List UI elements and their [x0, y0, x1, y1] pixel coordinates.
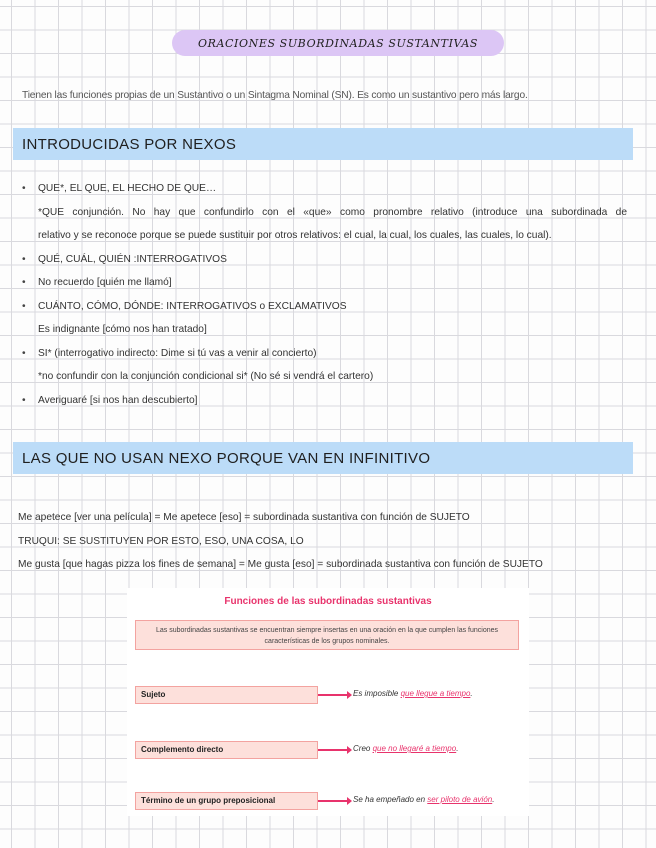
example-line: Me apetece [ver una película] = Me apetece [eso] = subordinada sustantiva con función de SUJETO	[18, 512, 470, 523]
example-prefix: Creo	[353, 744, 373, 753]
tip-line: TRUQUI: SE SUSTITUYEN POR ESTO, ESO, UNA COSA, LO	[18, 535, 304, 547]
example-suffix: .	[492, 795, 495, 804]
list-item: • No recuerdo [quién me llamó]	[22, 271, 627, 295]
example-suffix: .	[456, 744, 459, 753]
list-item: • QUE*, EL QUE, EL HECHO DE QUE…	[22, 177, 627, 201]
infographic-title: Funciones de las subordinadas sustantivas	[224, 596, 432, 607]
list-item: • CUÁNTO, CÓMO, DÓNDE: INTERROGATIVOS o EXCLAMATIVOS	[22, 295, 627, 319]
document-title: ORACIONES SUBORDINADAS SUSTANTIVAS	[172, 30, 504, 56]
list-note: *QUE conjunción. No hay que confundirlo con el «que» como pronombre relativo (introduce una subordinada de	[38, 206, 627, 218]
section-nexos-list	[22, 177, 627, 412]
example-suffix: .	[470, 689, 473, 698]
arrow-right-icon	[318, 800, 348, 802]
function-label: Término de un grupo preposicional	[135, 792, 318, 810]
intro-paragraph: Tienen las funciones propias de un Sustantivo o un Sintagma Nominal (SN). Es como un sustantivo pero más largo.	[22, 90, 528, 101]
list-item: • Averiguaré [si nos han descubierto]	[22, 389, 627, 413]
function-label: Sujeto	[135, 686, 318, 704]
infographic-description: Las subordinadas sustantivas se encuentran siempre insertas en una oración en la que cumplen las funciones características de los grupos nominales.	[135, 620, 519, 650]
function-example	[353, 795, 494, 804]
list-item: • SI* (interrogativo indirecto: Dime si tú vas a venir al concierto)	[22, 342, 627, 366]
example-highlight: que llegue a tiempo	[400, 689, 471, 698]
section-infinitivo-body	[18, 506, 633, 577]
section-heading-text: INTRODUCIDAS POR NEXOS	[22, 135, 237, 153]
list-note: Es indignante [cómo nos han tratado]	[38, 324, 207, 335]
section-heading-infinitivo	[13, 442, 633, 474]
list-note: *no confundir con la conjunción condicional si* (No sé si vendrá el cartero)	[38, 371, 374, 382]
list-item: • QUÉ, CUÁL, QUIÉN :INTERROGATIVOS	[22, 248, 627, 272]
functions-infographic	[127, 588, 529, 816]
arrow-right-icon	[318, 749, 348, 751]
section-heading-text: LAS QUE NO USAN NEXO PORQUE VAN EN INFINITIVO	[22, 449, 431, 467]
example-line: Me gusta [que hagas pizza los fines de semana] = Me gusta [eso] = subordinada sustantiva con función de SUJETO	[18, 559, 543, 570]
example-prefix: Se ha empeñado en	[353, 795, 428, 804]
function-row-sujeto	[135, 686, 529, 706]
function-row-complemento-directo	[135, 741, 529, 761]
list-note: relativo y se reconoce porque se puede sustituir por otros relativos: el cual, la cual, los cuales, las cuales, lo cual).	[38, 230, 552, 241]
arrow-right-icon	[318, 694, 348, 696]
section-heading-nexos	[13, 128, 633, 160]
function-example	[353, 689, 473, 698]
function-example	[353, 744, 458, 753]
function-row-termino	[135, 792, 529, 812]
function-label: Complemento directo	[135, 741, 318, 759]
example-highlight: que no llegaré a tiempo	[372, 744, 457, 753]
example-highlight: ser piloto de avión	[427, 795, 493, 804]
example-prefix: Es imposible	[353, 689, 401, 698]
